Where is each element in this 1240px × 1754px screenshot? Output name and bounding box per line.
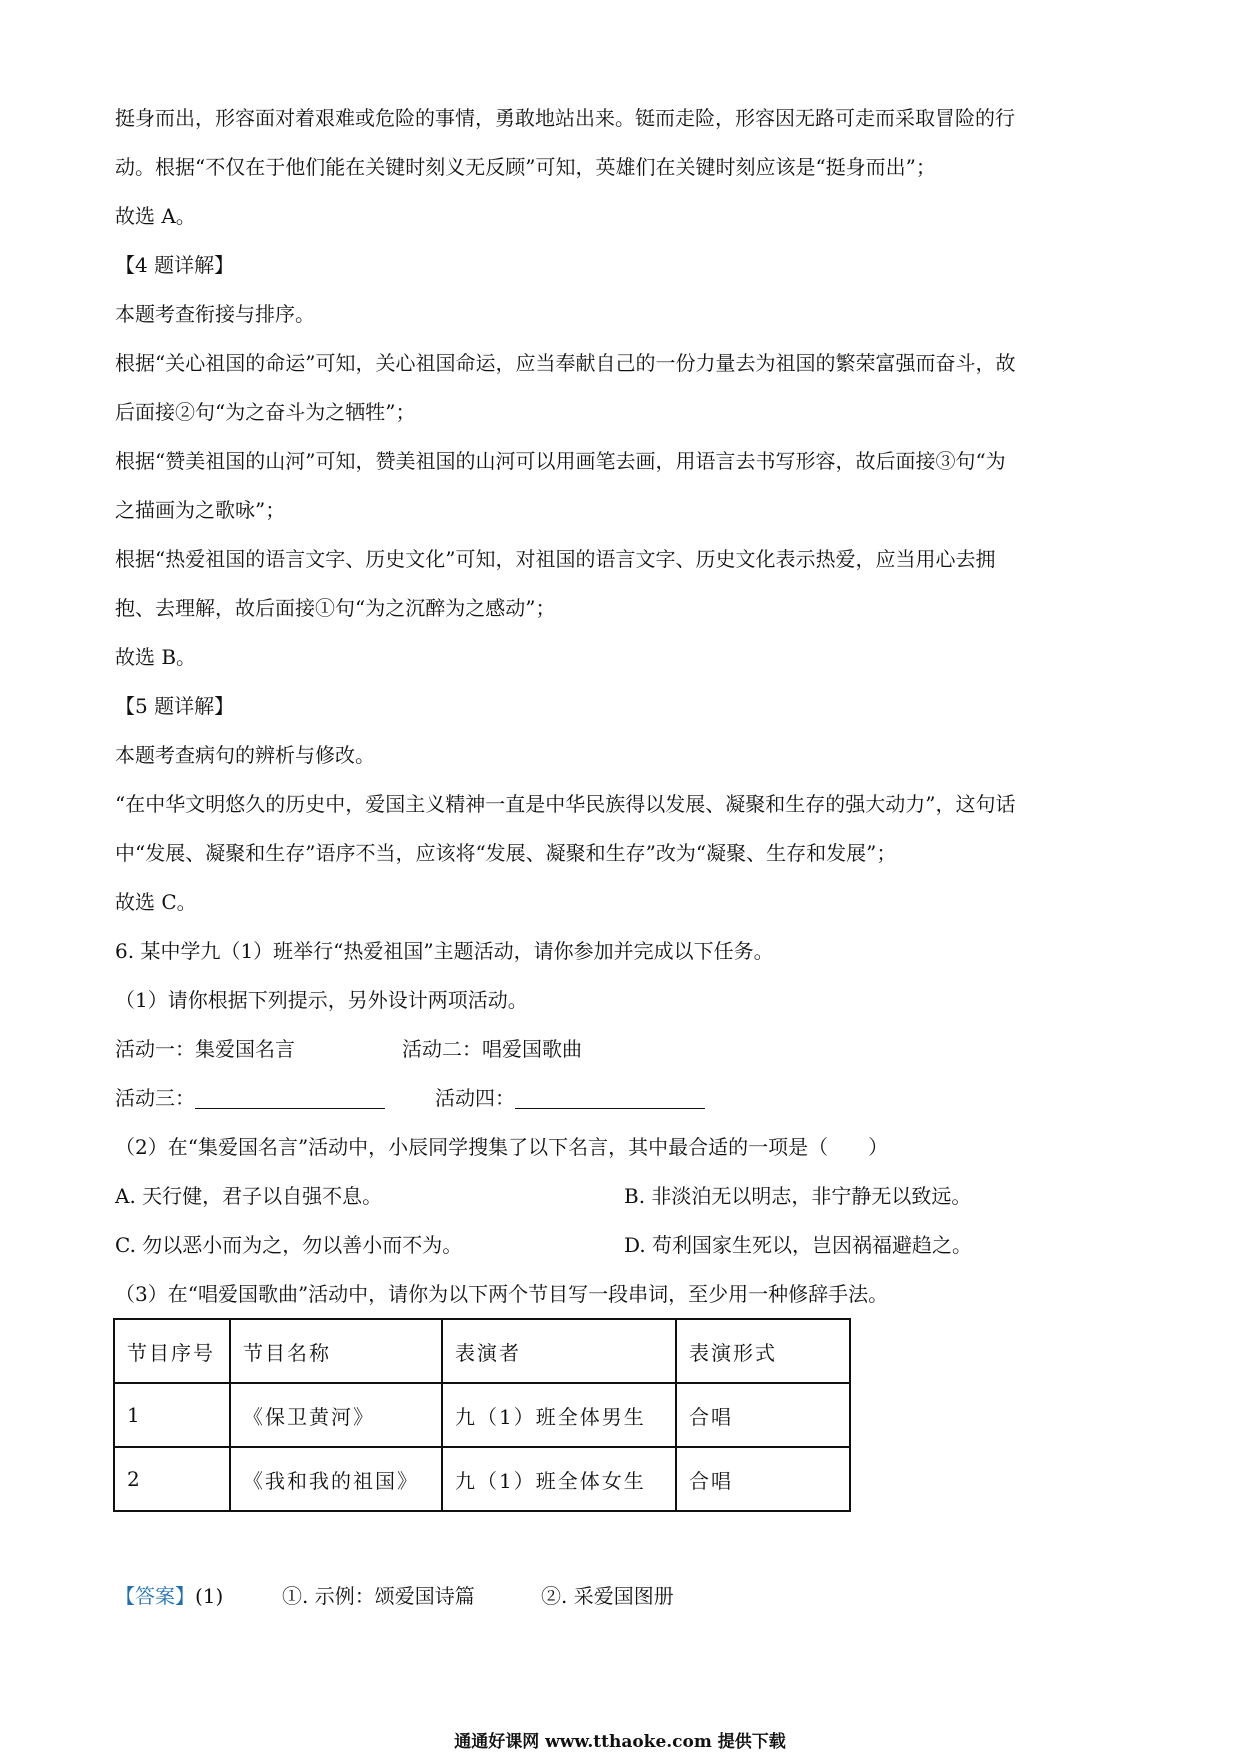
activity-2: 活动二：唱爱国歌曲: [402, 1037, 582, 1061]
activity-1: 活动一：集爱国名言: [115, 1037, 295, 1061]
table-header-cell: 节目序号: [114, 1319, 230, 1383]
table-cell: 2: [114, 1447, 230, 1511]
answer-number: (1): [195, 1584, 224, 1608]
choice-c: C. 勿以恶小而为之，勿以善小而不为。: [115, 1233, 463, 1257]
table-row: [114, 1383, 850, 1447]
table-header-cell: 表演形式: [676, 1319, 850, 1383]
text-line: 根据“赞美祖国的山河”可知，赞美祖国的山河可以用画笔去画，用语言去书写形容，故后面接③句“为: [115, 449, 1006, 473]
table-row: [114, 1447, 850, 1511]
choice-d: D. 苟利国家生死以，岂因祸福避趋之。: [624, 1233, 973, 1257]
text-line: 后面接②句“为之奋斗为之牺牲”；: [115, 400, 416, 424]
table-cell: 九（1）班全体男生: [442, 1383, 676, 1447]
choice-a: A. 天行健，君子以自强不息。: [115, 1184, 383, 1208]
text-line: 中“发展、凝聚和生存”语序不当，应该将“发展、凝聚和生存”改为“凝聚、生存和发展”；: [115, 841, 897, 865]
table-cell: 《我和我的祖国》: [230, 1447, 442, 1511]
text-line: 抱、去理解，故后面接①句“为之沉醉为之感动”；: [115, 596, 556, 620]
activity-4: [435, 1084, 705, 1112]
text-line: 动。根据“不仅在于他们能在关键时刻义无反顾”可知，英雄们在关键时刻应该是“挺身而出”；: [115, 155, 936, 179]
table-cell: 《保卫黄河》: [230, 1383, 442, 1447]
answer-line: [115, 1582, 223, 1610]
table-header-cell: 表演者: [442, 1319, 676, 1383]
text-line: 之描画为之歌咏”；: [115, 498, 286, 522]
program-table: [113, 1318, 851, 1512]
question-6-3: （3）在“唱爱国歌曲”活动中，请你为以下两个节目写一段串词，至少用一种修辞手法。: [115, 1282, 889, 1306]
table-cell: 九（1）班全体女生: [442, 1447, 676, 1511]
table-cell: 合唱: [676, 1383, 850, 1447]
text-line: 本题考查病句的辨析与修改。: [115, 743, 375, 767]
answer-tag: 【答案】: [115, 1584, 195, 1608]
table-cell: 合唱: [676, 1447, 850, 1511]
text-line: 故选 A。: [115, 204, 196, 228]
choice-b: B. 非淡泊无以明志，非宁静无以致远。: [624, 1184, 972, 1208]
answer-item-1: ①. 示例：颂爱国诗篇: [282, 1584, 475, 1608]
question-6-2: （2）在“集爱国名言”活动中，小辰同学搜集了以下名言，其中最合适的一项是（ ）: [115, 1135, 889, 1159]
text-line: 故选 B。: [115, 645, 197, 669]
activity-3: [115, 1084, 385, 1112]
table-header-row: [114, 1319, 850, 1383]
table-header-cell: 节目名称: [230, 1319, 442, 1383]
activity-3-blank: [195, 1086, 385, 1109]
text-line: 根据“关心祖国的命运”可知，关心祖国命运，应当奉献自己的一份力量去为祖国的繁荣富强而奋斗，故: [115, 351, 1016, 375]
activity-3-label: 活动三：: [115, 1086, 195, 1110]
text-line: 本题考查衔接与排序。: [115, 302, 315, 326]
table-cell: 1: [114, 1383, 230, 1447]
question-6: 6. 某中学九（1）班举行“热爱祖国”主题活动，请你参加并完成以下任务。: [115, 939, 774, 963]
activity-4-label: 活动四：: [435, 1086, 515, 1110]
activity-4-blank: [515, 1086, 705, 1109]
text-line: 故选 C。: [115, 890, 197, 914]
page-footer: 通通好课网 www.tthaoke.com 提供下载: [454, 1732, 786, 1752]
answer-item-2: ②. 采爱国图册: [541, 1584, 674, 1608]
section-heading: 【4 题详解】: [115, 253, 235, 277]
text-line: 根据“热爱祖国的语言文字、历史文化”可知，对祖国的语言文字、历史文化表示热爱，应当用心去拥: [115, 547, 996, 571]
section-heading: 【5 题详解】: [115, 694, 235, 718]
question-6-1: （1）请你根据下列提示，另外设计两项活动。: [115, 988, 528, 1012]
text-line: “在中华文明悠久的历史中，爱国主义精神一直是中华民族得以发展、凝聚和生存的强大动力”，这句话: [115, 792, 1016, 816]
text-line: 挺身而出，形容面对着艰难或危险的事情，勇敢地站出来。铤而走险，形容因无路可走而采取冒险的行: [115, 106, 1015, 130]
